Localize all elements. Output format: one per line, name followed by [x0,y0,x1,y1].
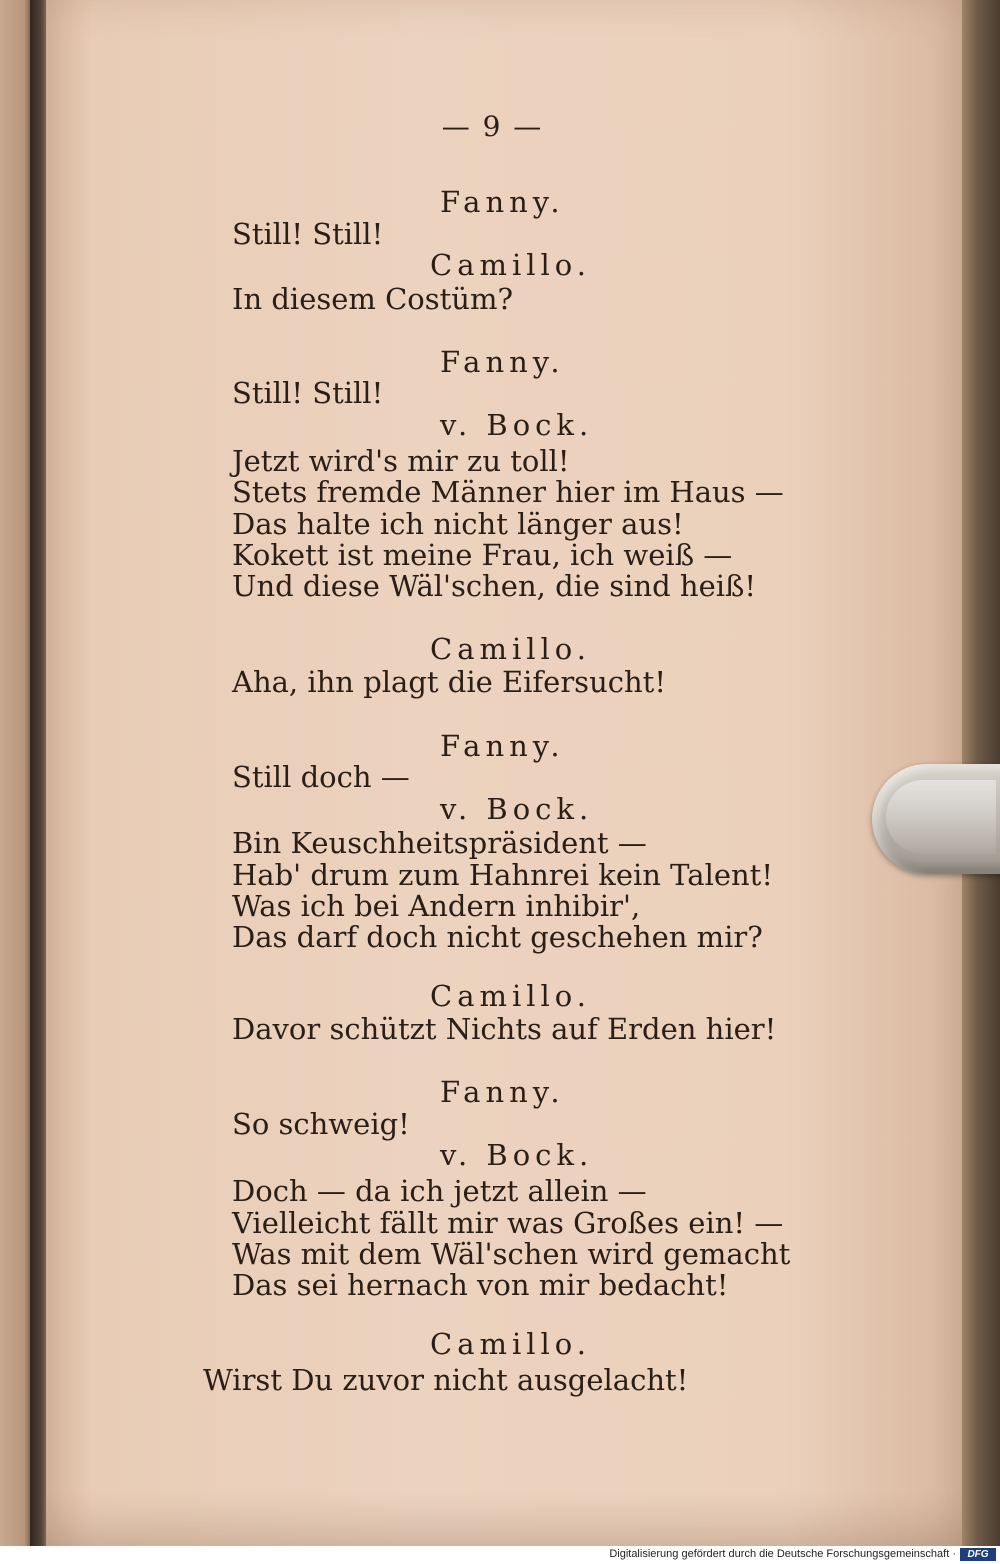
speaker-name: Fanny. [440,185,565,219]
book-page [46,0,970,1546]
verse-line: Aha, ihn plagt die Eifersucht! [232,665,666,699]
verse-line: Das sei hernach von mir bedacht! [232,1268,729,1302]
speaker-name: v. Bock. [440,792,594,826]
verse-line: Das halte ich nicht länger aus! [232,507,684,541]
speaker-name: Camillo. [430,248,591,282]
clip-highlight [886,780,996,854]
speaker-name: Fanny. [440,1075,565,1109]
verse-line: Stets fremde Männer hier im Haus — [232,475,784,509]
verse-line: Bin Keuschheitspräsident — [232,826,647,860]
verse-line: Vielleicht fällt mir was Großes ein! — [232,1206,784,1240]
verse-line: Still! Still! [232,217,384,251]
digitization-footer [0,1546,1000,1564]
speaker-name: v. Bock. [440,1138,594,1172]
verse-line: So schweig! [232,1107,410,1141]
verse-line: Davor schützt Nichts auf Erden hier! [232,1012,777,1046]
page-bottom-shade [46,1490,970,1546]
speaker-name: Fanny. [440,345,565,379]
verse-line: Still! Still! [232,376,384,410]
verse-line: Still doch — [232,760,410,794]
verse-line: Hab' drum zum Hahnrei kein Talent! [232,858,773,892]
verse-line: Doch — da ich jetzt allein — [232,1174,647,1208]
verse-line: Was mit dem Wäl'schen wird gemacht [232,1237,791,1271]
funding-credit: Digitalisierung gefördert durch die Deutsche Forschungsgemeinschaft · [609,1548,956,1560]
verse-line: Jetzt wird's mir zu toll! [232,444,570,478]
verse-line: Und diese Wäl'schen, die sind heiß! [232,569,757,603]
verse-line: Was ich bei Andern inhibir', [232,889,641,923]
speaker-name: v. Bock. [440,408,594,442]
verse-line: Kokett ist meine Frau, ich weiß — [232,538,733,572]
verse-line: Wirst Du zuvor nicht ausgelacht! [203,1363,689,1397]
clip-holder-icon [872,764,1000,874]
speaker-name: Camillo. [430,979,591,1013]
verse-line: Das darf doch nicht geschehen mir? [232,920,763,954]
speaker-name: Camillo. [430,632,591,666]
dfg-logo-icon: DFG [960,1548,996,1561]
verse-line: In diesem Costüm? [232,282,514,316]
page-number: — 9 — [441,110,544,143]
speaker-name: Camillo. [430,1327,591,1361]
speaker-name: Fanny. [440,729,565,763]
